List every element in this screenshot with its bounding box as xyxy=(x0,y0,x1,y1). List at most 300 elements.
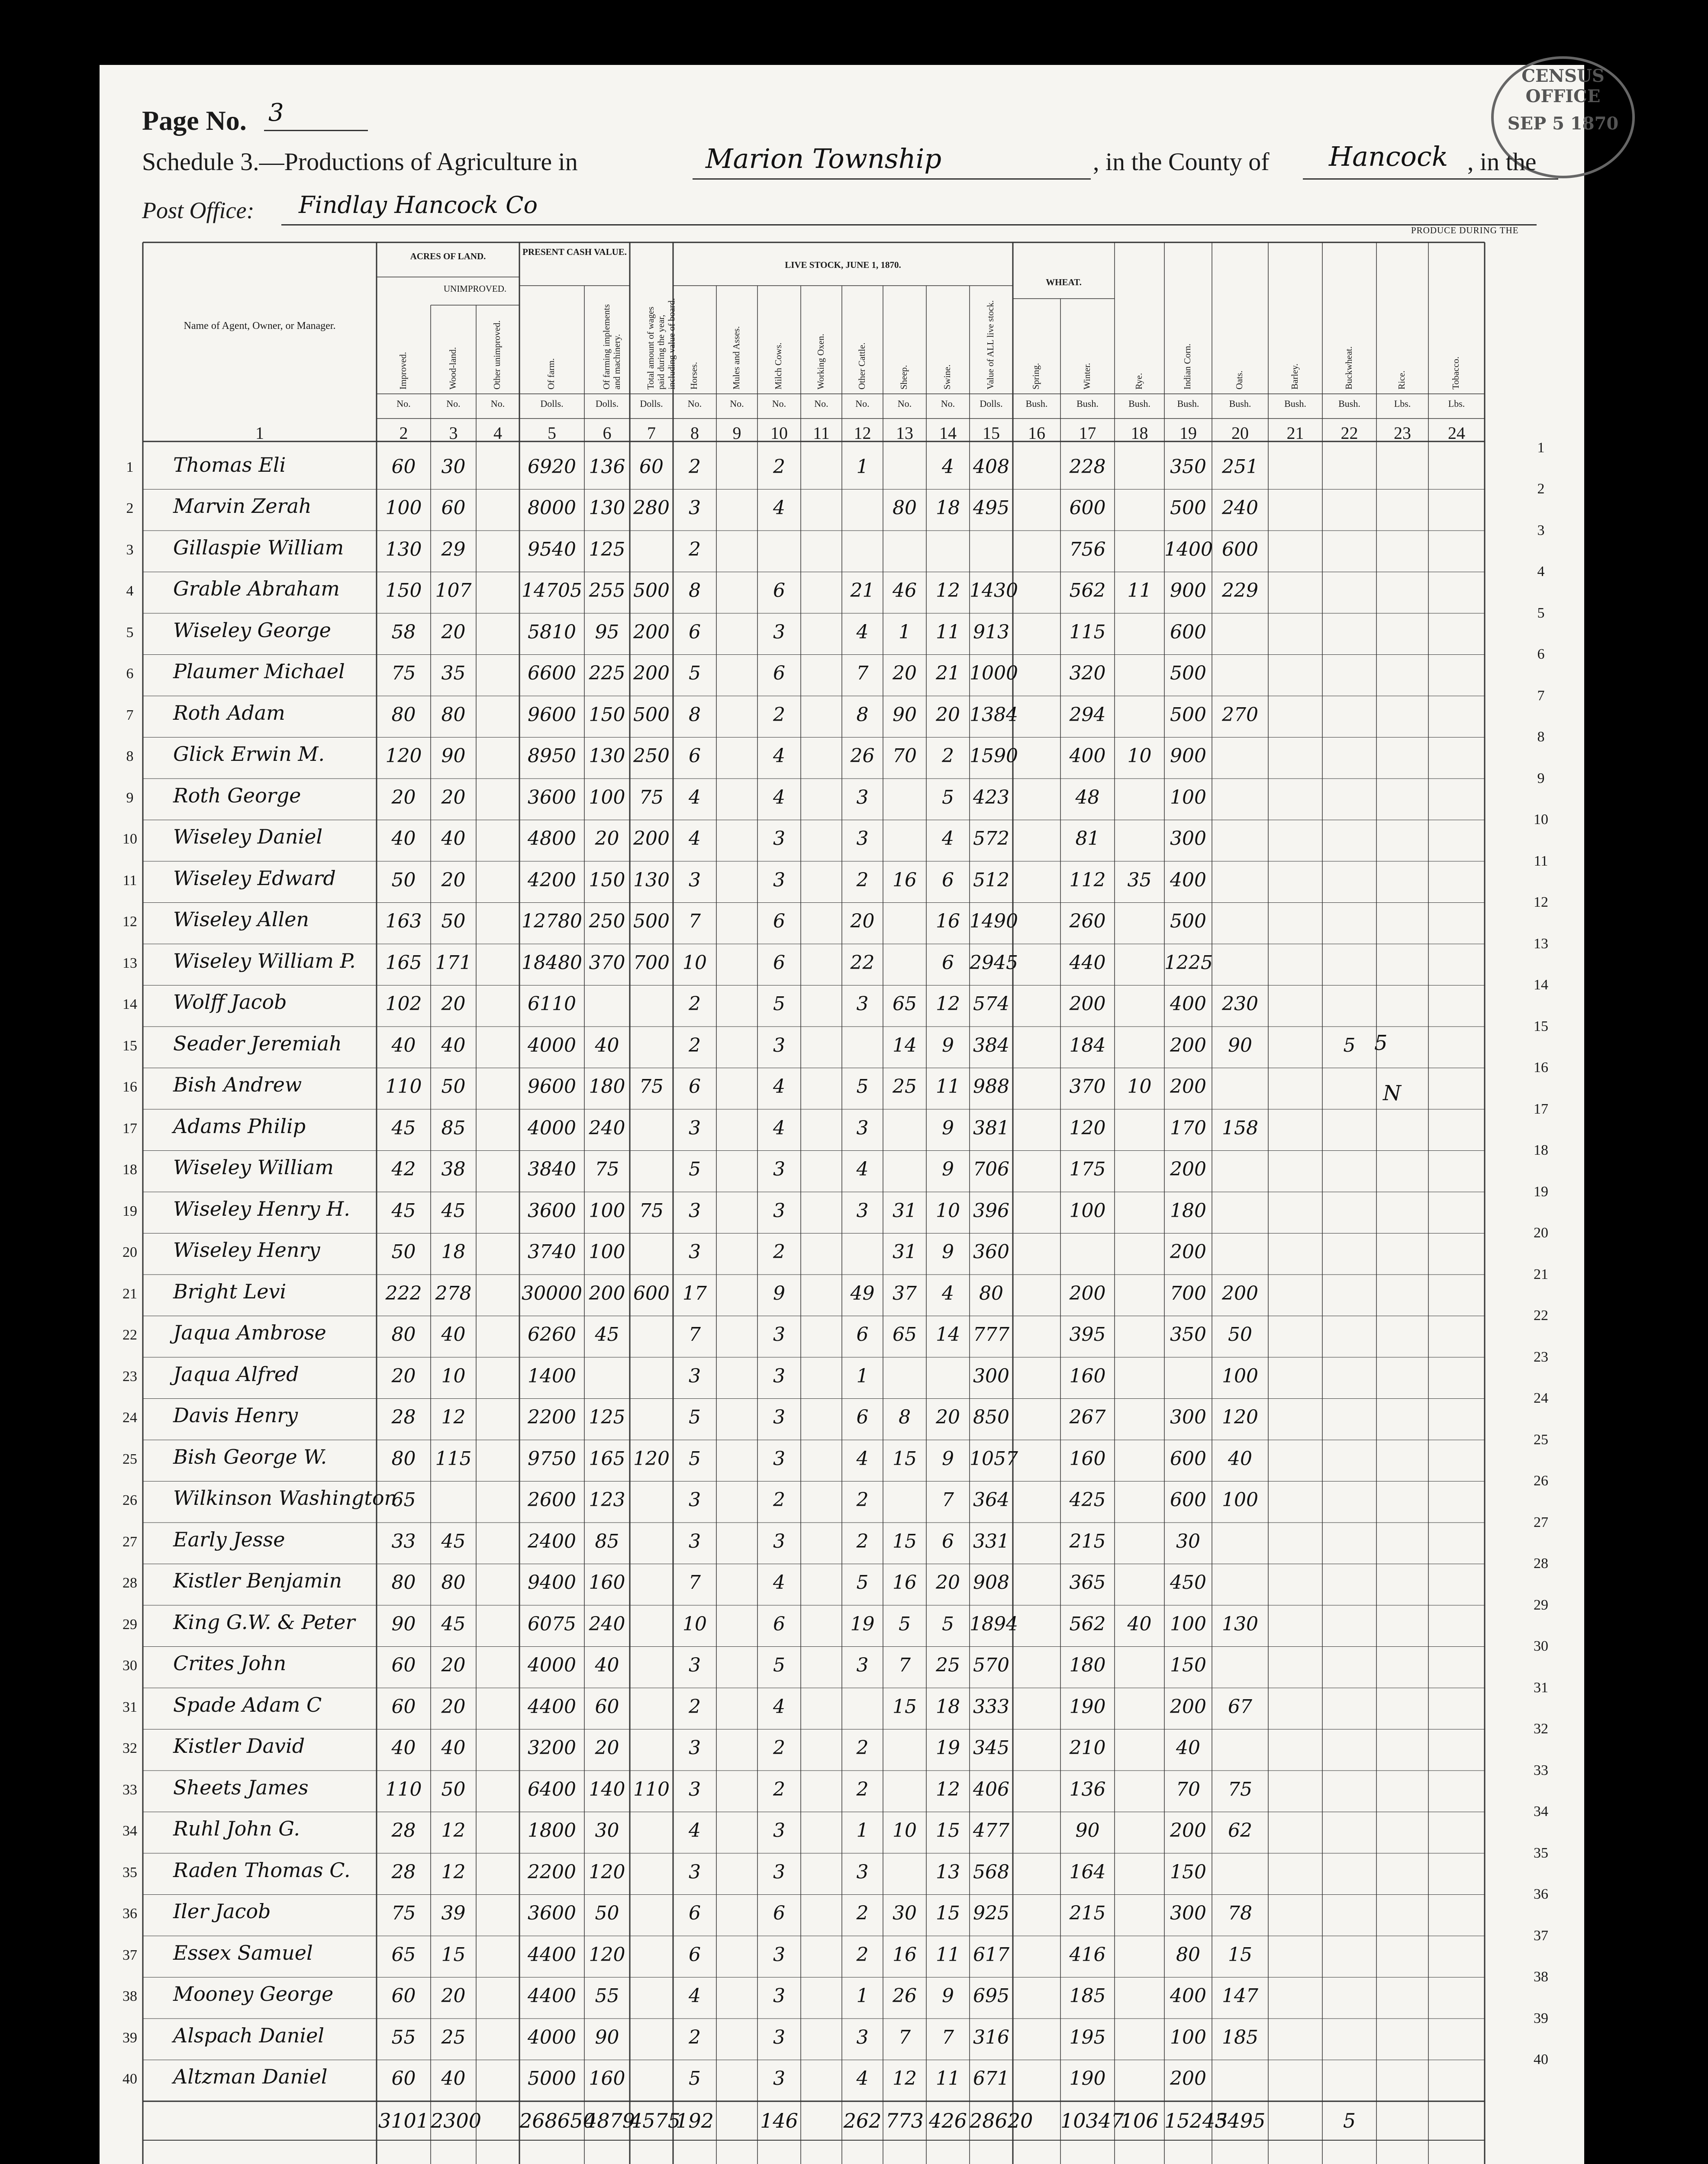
row-number-right-32: 32 xyxy=(1534,1721,1548,1737)
cell-col7: 600 xyxy=(633,1282,670,1304)
cell-col5: 6920 xyxy=(528,455,576,478)
cell-col8: 7 xyxy=(689,910,701,933)
cell-col5: 2600 xyxy=(528,1489,576,1511)
cell-col7: 500 xyxy=(633,580,670,602)
cell-col6: 240 xyxy=(589,1613,625,1635)
cell-col15: 300 xyxy=(973,1365,1009,1387)
cell-col5: 1800 xyxy=(528,1819,576,1842)
cell-col14: 12 xyxy=(936,1778,960,1800)
cell-col20: 67 xyxy=(1228,1695,1252,1718)
cell-col17: 440 xyxy=(1069,951,1106,974)
cell-col19: 500 xyxy=(1170,662,1206,685)
cell-col10: 6 xyxy=(773,951,785,974)
cell-col5: 6260 xyxy=(528,1324,576,1346)
row-number-left-5: 5 xyxy=(126,624,134,641)
cell-col13: 14 xyxy=(893,1034,917,1056)
column-header-19: Indian Corn. xyxy=(1182,343,1192,390)
cell-col13: 26 xyxy=(893,1985,917,2007)
row-number-right-40: 40 xyxy=(1534,2051,1548,2068)
column-number-1: 1 xyxy=(255,423,264,443)
cell-col6: 60 xyxy=(595,1695,619,1718)
group-livestock-label: LIVE STOCK, JUNE 1, 1870. xyxy=(785,260,901,270)
owner-name: Wilkinson Washington xyxy=(173,1486,397,1510)
row-number-left-10: 10 xyxy=(122,831,137,847)
row-number-left-13: 13 xyxy=(122,955,137,971)
row-number-left-14: 14 xyxy=(122,996,137,1013)
cell-col17: 164 xyxy=(1069,1861,1106,1883)
row-number-left-16: 16 xyxy=(122,1079,137,1095)
cell-col3: 50 xyxy=(441,1778,466,1800)
cell-col3: 45 xyxy=(441,1613,466,1635)
owner-name: Glick Erwin M. xyxy=(173,742,325,766)
cell-col5: 4000 xyxy=(528,1117,576,1139)
owner-name: Kistler David xyxy=(173,1734,305,1758)
row-number-right-34: 34 xyxy=(1534,1803,1548,1820)
cell-col14: 5 xyxy=(942,1613,954,1635)
total-col7: 4575 xyxy=(630,2109,681,2132)
column-unit-24: Lbs. xyxy=(1448,398,1465,409)
cell-col13: 70 xyxy=(893,745,917,767)
cell-col12: 21 xyxy=(850,580,875,602)
cell-col12: 3 xyxy=(856,828,869,850)
cell-col8: 3 xyxy=(689,1530,701,1552)
cell-col14: 6 xyxy=(942,869,954,891)
column-header-17: Winter. xyxy=(1081,363,1092,390)
column-number-9: 9 xyxy=(732,423,741,443)
group-wheat-label: WHEAT. xyxy=(1046,277,1082,287)
column-unit-19: Bush. xyxy=(1177,398,1199,409)
cell-col2: 28 xyxy=(391,1406,416,1429)
cell-col20: 251 xyxy=(1222,455,1258,478)
cell-col19: 200 xyxy=(1170,1076,1206,1098)
cell-col19: 300 xyxy=(1170,1902,1206,1925)
cell-col7: 75 xyxy=(639,1076,664,1098)
column-header-18: Rye. xyxy=(1133,373,1144,390)
cell-col12: 3 xyxy=(856,1117,869,1139)
cell-col14: 4 xyxy=(942,828,954,850)
column-number-24: 24 xyxy=(1448,423,1465,443)
cell-col17: 190 xyxy=(1069,2067,1106,2090)
cell-col10: 5 xyxy=(773,1654,785,1677)
cell-col15: 695 xyxy=(973,1985,1009,2007)
cell-col20: 78 xyxy=(1228,1902,1252,1925)
cell-col19: 500 xyxy=(1170,703,1206,726)
cell-col19: 400 xyxy=(1170,869,1206,891)
cell-col10: 6 xyxy=(773,662,785,685)
owner-name: Wiseley Daniel xyxy=(173,825,323,849)
cell-col12: 2 xyxy=(856,1489,869,1511)
cell-col13: 16 xyxy=(893,1943,917,1966)
cell-col20: 600 xyxy=(1222,538,1258,560)
cell-col5: 1400 xyxy=(528,1365,576,1387)
cell-col14: 20 xyxy=(936,1571,960,1594)
cell-col14: 11 xyxy=(936,621,960,643)
cell-col13: 46 xyxy=(893,580,917,602)
owner-name: Kistler Benjamin xyxy=(173,1569,342,1593)
cell-col2: 163 xyxy=(385,910,422,933)
column-number-13: 13 xyxy=(896,423,913,443)
cell-col12: 2 xyxy=(856,1530,869,1552)
cell-col3: 15 xyxy=(441,1943,466,1966)
cell-col12: 4 xyxy=(856,2067,869,2090)
column-number-23: 23 xyxy=(1394,423,1411,443)
cell-col14: 16 xyxy=(936,910,960,933)
cell-col13: 16 xyxy=(893,1571,917,1594)
cell-col12: 3 xyxy=(856,786,869,808)
cell-col19: 350 xyxy=(1170,455,1206,478)
county-label: , in the County of xyxy=(1093,148,1270,176)
cell-col12: 3 xyxy=(856,1654,869,1677)
cell-col20: 120 xyxy=(1222,1406,1258,1429)
cell-col14: 18 xyxy=(936,1695,960,1718)
cell-col3: 90 xyxy=(441,745,466,767)
cell-col3: 20 xyxy=(441,869,466,891)
column-header-12: Other Cattle. xyxy=(856,342,867,390)
cell-col17: 175 xyxy=(1069,1158,1106,1181)
total-col20: 3495 xyxy=(1215,2109,1266,2132)
owner-name: Wiseley Henry H. xyxy=(173,1197,350,1220)
cell-col5: 9540 xyxy=(528,538,576,560)
page-number: 3 xyxy=(268,99,284,127)
cell-col19: 1400 xyxy=(1164,538,1213,560)
row-number-right-9: 9 xyxy=(1537,770,1545,786)
cell-col2: 45 xyxy=(391,1117,416,1139)
cell-col15: 406 xyxy=(973,1778,1009,1800)
cell-col19: 900 xyxy=(1170,745,1206,767)
column-unit-16: Bush. xyxy=(1025,398,1048,409)
cell-col8: 17 xyxy=(683,1282,707,1304)
row-number-left-31: 31 xyxy=(122,1699,137,1715)
owner-name: Altzman Daniel xyxy=(173,2065,328,2089)
cell-col2: 40 xyxy=(391,1034,416,1056)
cell-col19: 500 xyxy=(1170,497,1206,519)
cell-col12: 1 xyxy=(856,455,869,478)
column-number-7: 7 xyxy=(647,423,656,443)
cell-col17: 180 xyxy=(1069,1654,1106,1677)
cell-col3: 30 xyxy=(441,455,466,478)
margin-mark-row15: 5 xyxy=(1374,1031,1388,1055)
owner-name: Spade Adam C xyxy=(173,1693,322,1716)
column-unit-10: No. xyxy=(772,398,786,409)
cell-col8: 3 xyxy=(689,1117,701,1139)
cell-col3: 40 xyxy=(441,2067,466,2090)
cell-col8: 3 xyxy=(689,1199,701,1222)
row-number-right-18: 18 xyxy=(1534,1142,1548,1159)
cell-col5: 6600 xyxy=(528,662,576,685)
cell-col10: 2 xyxy=(773,1778,785,1800)
owner-name: Roth Adam xyxy=(173,701,285,725)
cell-col15: 364 xyxy=(973,1489,1009,1511)
cell-col15: 908 xyxy=(973,1571,1009,1594)
row-number-right-23: 23 xyxy=(1534,1349,1548,1365)
cell-col10: 6 xyxy=(773,580,785,602)
cell-col19: 1225 xyxy=(1164,951,1213,974)
cell-col12: 5 xyxy=(856,1076,869,1098)
cell-col17: 81 xyxy=(1075,828,1100,850)
column-number-20: 20 xyxy=(1231,423,1249,443)
cell-col14: 15 xyxy=(936,1819,960,1842)
cell-col17: 425 xyxy=(1069,1489,1106,1511)
cell-col13: 37 xyxy=(893,1282,917,1304)
owner-name: Iler Jacob xyxy=(173,1900,271,1923)
cell-col12: 2 xyxy=(856,1902,869,1925)
cell-col12: 2 xyxy=(856,1737,869,1759)
cell-col10: 3 xyxy=(773,1199,785,1222)
cell-col14: 19 xyxy=(936,1737,960,1759)
cell-col10: 9 xyxy=(773,1282,785,1304)
column-number-11: 11 xyxy=(813,423,830,443)
cell-col14: 11 xyxy=(936,1076,960,1098)
column-unit-6: Dolls. xyxy=(595,398,619,409)
cell-col22: 5 xyxy=(1343,1034,1356,1056)
cell-col6: 55 xyxy=(595,1985,619,2007)
cell-col20: 158 xyxy=(1222,1117,1258,1139)
row-number-right-15: 15 xyxy=(1534,1018,1548,1034)
cell-col7: 120 xyxy=(633,1447,670,1470)
cell-col5: 9750 xyxy=(528,1447,576,1470)
cell-col19: 80 xyxy=(1176,1943,1200,1966)
cell-col10: 3 xyxy=(773,828,785,850)
row-number-left-19: 19 xyxy=(122,1203,137,1219)
cell-col19: 200 xyxy=(1170,1819,1206,1842)
cell-col15: 1384 xyxy=(970,703,1018,726)
row-number-left-38: 38 xyxy=(122,1988,137,2005)
row-number-left-23: 23 xyxy=(122,1368,137,1385)
cell-col2: 110 xyxy=(385,1076,422,1098)
cell-col5: 3840 xyxy=(528,1158,576,1181)
cell-col8: 3 xyxy=(689,1778,701,1800)
cell-col14: 20 xyxy=(936,703,960,726)
group-cash-label: PRESENT CASH VALUE. xyxy=(522,247,627,257)
cell-col12: 2 xyxy=(856,1778,869,1800)
row-number-left-39: 39 xyxy=(122,2029,137,2046)
row-number-left-24: 24 xyxy=(122,1410,137,1426)
cell-col3: 12 xyxy=(441,1819,466,1842)
cell-col5: 6110 xyxy=(528,993,576,1015)
row-number-right-1: 1 xyxy=(1537,439,1545,456)
cell-col5: 8950 xyxy=(528,745,576,767)
column-unit-18: Bush. xyxy=(1128,398,1150,409)
row-number-left-32: 32 xyxy=(122,1740,137,1757)
cell-col15: 570 xyxy=(973,1654,1009,1677)
cell-col10: 4 xyxy=(773,786,785,808)
cell-col15: 574 xyxy=(973,993,1009,1015)
row-number-right-38: 38 xyxy=(1534,1969,1548,1985)
total-col13: 773 xyxy=(886,2109,924,2132)
cell-col15: 617 xyxy=(973,1943,1009,1966)
cell-col3: 85 xyxy=(441,1117,466,1139)
cell-col6: 120 xyxy=(589,1861,625,1883)
cell-col14: 9 xyxy=(942,1447,954,1470)
row-number-right-29: 29 xyxy=(1534,1597,1548,1613)
column-unit-22: Bush. xyxy=(1338,398,1360,409)
cell-col10: 2 xyxy=(773,1489,785,1511)
row-number-right-28: 28 xyxy=(1534,1555,1548,1572)
column-header-10: Milch Cows. xyxy=(773,342,783,390)
cell-col2: 40 xyxy=(391,828,416,850)
cell-col2: 90 xyxy=(391,1613,416,1635)
cell-col20: 147 xyxy=(1222,1985,1258,2007)
owner-name: Wiseley William P. xyxy=(173,949,356,973)
cell-col10: 2 xyxy=(773,1737,785,1759)
owner-name: Bish Andrew xyxy=(173,1073,302,1097)
cell-col20: 100 xyxy=(1222,1365,1258,1387)
total-col19: 15245 xyxy=(1164,2109,1228,2132)
cell-col17: 195 xyxy=(1069,2026,1106,2048)
row-number-right-24: 24 xyxy=(1534,1390,1548,1407)
header-suffix: , in the xyxy=(1467,148,1537,176)
total-col5: 268650 xyxy=(519,2109,596,2132)
column-number-19: 19 xyxy=(1179,423,1197,443)
row-number-left-34: 34 xyxy=(122,1823,137,1839)
cell-col15: 1000 xyxy=(970,662,1018,685)
row-number-right-26: 26 xyxy=(1534,1473,1548,1489)
cell-col2: 80 xyxy=(391,1571,416,1594)
cell-col3: 45 xyxy=(441,1530,466,1552)
cell-col3: 18 xyxy=(441,1241,466,1263)
cell-col10: 4 xyxy=(773,745,785,767)
row-number-right-20: 20 xyxy=(1534,1225,1548,1241)
cell-col6: 95 xyxy=(595,621,619,643)
cell-col3: 20 xyxy=(441,1985,466,2007)
cell-col17: 395 xyxy=(1069,1324,1106,1346)
cell-col17: 90 xyxy=(1075,1819,1100,1842)
cell-col5: 18480 xyxy=(522,951,582,974)
cell-col8: 3 xyxy=(689,1365,701,1387)
cell-col3: 45 xyxy=(441,1199,466,1222)
column-unit-20: Bush. xyxy=(1229,398,1251,409)
cell-col3: 50 xyxy=(441,910,466,933)
cell-col5: 9400 xyxy=(528,1571,576,1594)
cell-col5: 4800 xyxy=(528,828,576,850)
schedule-title: Schedule 3.—Productions of Agriculture in xyxy=(142,148,578,176)
owner-name: Alspach Daniel xyxy=(173,2023,324,2047)
cell-col2: 28 xyxy=(391,1861,416,1883)
cell-col13: 8 xyxy=(899,1406,911,1429)
cell-col19: 200 xyxy=(1170,1695,1206,1718)
cell-col3: 10 xyxy=(441,1365,466,1387)
cell-col19: 200 xyxy=(1170,1158,1206,1181)
cell-col10: 3 xyxy=(773,1985,785,2007)
cell-col19: 700 xyxy=(1170,1282,1206,1304)
cell-col19: 400 xyxy=(1170,993,1206,1015)
cell-col3: 38 xyxy=(441,1158,466,1181)
column-unit-4: No. xyxy=(490,398,505,409)
cell-col19: 600 xyxy=(1170,1489,1206,1511)
cell-col3: 80 xyxy=(441,1571,466,1594)
owner-name: Mooney George xyxy=(173,1982,334,2006)
cell-col19: 150 xyxy=(1170,1654,1206,1677)
cell-col7: 75 xyxy=(639,786,664,808)
row-number-left-7: 7 xyxy=(126,707,134,723)
cell-col2: 222 xyxy=(385,1282,422,1304)
cell-col2: 80 xyxy=(391,1324,416,1346)
cell-col17: 160 xyxy=(1069,1365,1106,1387)
cell-col8: 8 xyxy=(689,703,701,726)
row-number-right-36: 36 xyxy=(1534,1886,1548,1903)
cell-col7: 200 xyxy=(633,662,670,685)
cell-col15: 988 xyxy=(973,1076,1009,1098)
cell-col6: 45 xyxy=(595,1324,619,1346)
cell-col2: 60 xyxy=(391,1695,416,1718)
column-unit-7: Dolls. xyxy=(640,398,663,409)
cell-col15: 706 xyxy=(973,1158,1009,1181)
cell-col14: 12 xyxy=(936,580,960,602)
cell-col15: 1490 xyxy=(970,910,1018,933)
cell-col10: 3 xyxy=(773,1365,785,1387)
cell-col10: 4 xyxy=(773,1571,785,1594)
cell-col17: 112 xyxy=(1069,869,1106,891)
column-unit-15: Dolls. xyxy=(980,398,1003,409)
cell-col17: 115 xyxy=(1069,621,1106,643)
cell-col10: 6 xyxy=(773,910,785,933)
cell-col2: 55 xyxy=(391,2026,416,2048)
cell-col15: 1057 xyxy=(970,1447,1018,1470)
cell-col14: 25 xyxy=(936,1654,960,1677)
cell-col8: 2 xyxy=(689,455,701,478)
owner-name: Sheets James xyxy=(173,1775,309,1799)
column-header-15: Value of ALL live stock. xyxy=(985,300,996,390)
cell-col7: 500 xyxy=(633,910,670,933)
row-number-left-22: 22 xyxy=(122,1327,137,1343)
cell-col19: 70 xyxy=(1176,1778,1200,1800)
cell-col10: 4 xyxy=(773,1076,785,1098)
cell-col8: 3 xyxy=(689,1241,701,1263)
column-number-8: 8 xyxy=(690,423,699,443)
row-number-left-9: 9 xyxy=(126,789,134,806)
row-number-right-5: 5 xyxy=(1537,605,1545,621)
cell-col2: 60 xyxy=(391,1654,416,1677)
cell-col12: 49 xyxy=(850,1282,875,1304)
cell-col20: 185 xyxy=(1222,2026,1258,2048)
owner-name: Wiseley William xyxy=(173,1156,334,1179)
total-col10: 146 xyxy=(760,2109,798,2132)
cell-col15: 316 xyxy=(973,2026,1009,2048)
row-number-right-16: 16 xyxy=(1534,1059,1548,1076)
owner-name: Adams Philip xyxy=(173,1114,306,1138)
cell-col15: 2945 xyxy=(970,951,1018,974)
cell-col19: 300 xyxy=(1170,1406,1206,1429)
cell-col5: 3600 xyxy=(528,1902,576,1925)
cell-col6: 20 xyxy=(595,828,619,850)
column-header-4: Other unimproved. xyxy=(492,320,502,390)
cell-col7: 700 xyxy=(633,951,670,974)
cell-col12: 1 xyxy=(856,1365,869,1387)
cell-col10: 2 xyxy=(773,703,785,726)
cell-col6: 130 xyxy=(589,497,625,519)
owner-name: Seader Jeremiah xyxy=(173,1031,342,1055)
cell-col13: 7 xyxy=(899,2026,911,2048)
cell-col6: 100 xyxy=(589,1199,625,1222)
cell-col20: 200 xyxy=(1222,1282,1258,1304)
cell-col8: 3 xyxy=(689,869,701,891)
cell-col14: 15 xyxy=(936,1902,960,1925)
cell-col19: 200 xyxy=(1170,2067,1206,2090)
cell-col8: 7 xyxy=(689,1571,701,1594)
cell-col5: 3200 xyxy=(528,1737,576,1759)
cell-col3: 20 xyxy=(441,1654,466,1677)
cell-col15: 477 xyxy=(973,1819,1009,1842)
cell-col14: 10 xyxy=(936,1199,960,1222)
column-header-8: Horses. xyxy=(689,362,699,390)
column-unit-2: No. xyxy=(396,398,411,409)
column-unit-11: No. xyxy=(814,398,828,409)
row-number-right-37: 37 xyxy=(1534,1927,1548,1944)
cell-col12: 1 xyxy=(856,1819,869,1842)
total-col17: 10347 xyxy=(1060,2109,1124,2132)
cell-col18: 10 xyxy=(1127,745,1152,767)
cell-col14: 18 xyxy=(936,497,960,519)
